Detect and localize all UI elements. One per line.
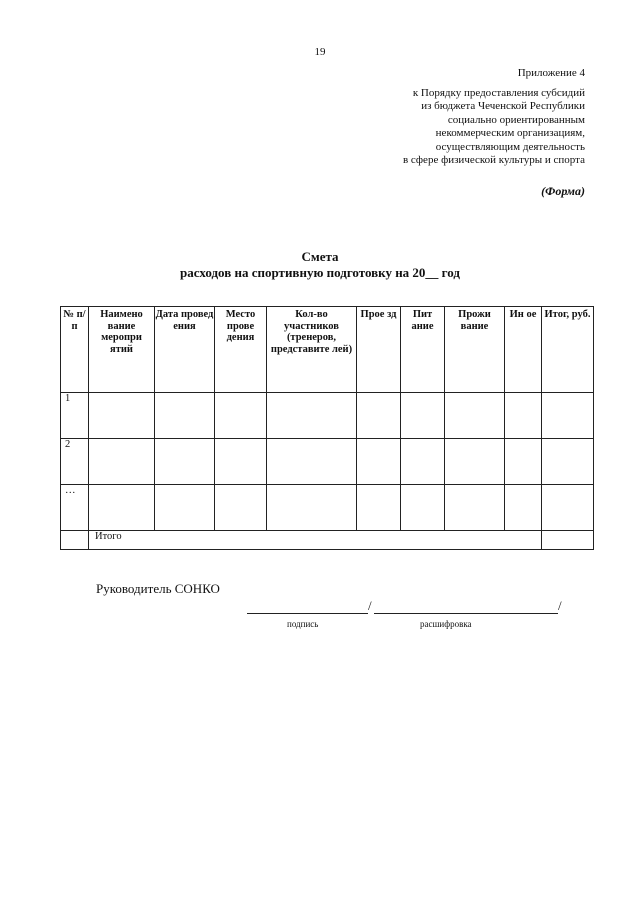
table-cell[interactable] xyxy=(542,393,594,439)
name-separator: / xyxy=(558,598,562,613)
table-row xyxy=(61,439,594,485)
header-food: Пит ание xyxy=(401,307,445,393)
table-cell[interactable] xyxy=(89,485,155,531)
table-cell[interactable] xyxy=(267,485,357,531)
table-row xyxy=(61,485,594,531)
signature-label: Руководитель СОНКО xyxy=(96,581,220,596)
appendix-line: некоммерческим организациям, xyxy=(435,127,585,139)
header-event-name: Наимено вание меропри ятий xyxy=(89,307,155,393)
page-number: 19 xyxy=(314,46,326,58)
row-number: … xyxy=(61,485,89,531)
table-cell[interactable] xyxy=(445,439,505,485)
appendix-line: социально ориентированным xyxy=(447,113,585,126)
table-cell[interactable] xyxy=(89,439,155,485)
row-number: 1 xyxy=(61,393,89,439)
total-label: Итого xyxy=(89,531,542,550)
table-cell[interactable] xyxy=(357,485,401,531)
header-other: Ин ое xyxy=(505,307,542,393)
appendix-line: в сфере физической культуры и спорта xyxy=(402,154,585,166)
form-mark: (Форма) xyxy=(541,184,585,198)
table-cell[interactable] xyxy=(267,439,357,485)
name-line[interactable] xyxy=(374,613,558,614)
caption-name: расшифровка xyxy=(420,619,472,629)
table-cell[interactable] xyxy=(401,393,445,439)
appendix-line: к Порядку предоставления субсидий xyxy=(412,86,585,99)
document-title xyxy=(0,249,640,281)
header-travel: Прое зд xyxy=(357,307,401,393)
table-cell[interactable] xyxy=(357,439,401,485)
header-date: Дата провед ения xyxy=(155,307,215,393)
table-cell[interactable] xyxy=(89,393,155,439)
table-cell[interactable] xyxy=(505,439,542,485)
table-cell[interactable] xyxy=(215,439,267,485)
table-cell[interactable] xyxy=(505,393,542,439)
table-cell[interactable] xyxy=(505,485,542,531)
table-cell[interactable] xyxy=(542,439,594,485)
table-cell[interactable] xyxy=(155,439,215,485)
appendix-block xyxy=(305,67,585,168)
table-cell[interactable] xyxy=(357,393,401,439)
table-cell[interactable] xyxy=(267,393,357,439)
table-cell[interactable] xyxy=(542,485,594,531)
row-number: 2 xyxy=(61,439,89,485)
table-cell[interactable] xyxy=(155,485,215,531)
table-cell[interactable] xyxy=(215,393,267,439)
header-participants: Кол-во участников (тренеров, представите лей) xyxy=(267,307,357,393)
header-number: № п/ п xyxy=(61,307,89,393)
signature-separator: / xyxy=(368,598,372,613)
table-cell[interactable] xyxy=(445,393,505,439)
table-cell xyxy=(61,531,89,550)
table-cell[interactable] xyxy=(401,439,445,485)
table-cell[interactable] xyxy=(155,393,215,439)
header-accommodation: Прожи вание xyxy=(445,307,505,393)
title-line-1: Смета xyxy=(301,249,339,264)
signature-line[interactable] xyxy=(247,613,368,614)
caption-signature: подпись xyxy=(287,619,319,629)
table-total-row xyxy=(61,531,594,550)
header-total: Итог, руб. xyxy=(542,307,594,393)
table-cell[interactable] xyxy=(215,485,267,531)
table-header-row xyxy=(61,307,594,393)
total-value-cell[interactable] xyxy=(542,531,594,550)
estimate-table xyxy=(60,306,594,550)
appendix-line: из бюджета Чеченской Республики xyxy=(421,100,585,112)
table-cell[interactable] xyxy=(401,485,445,531)
appendix-line: осуществляющим деятельность xyxy=(435,140,585,153)
appendix-title: Приложение 4 xyxy=(517,67,585,79)
header-place: Место прове дения xyxy=(215,307,267,393)
table-cell[interactable] xyxy=(445,485,505,531)
table-row xyxy=(61,393,594,439)
title-line-2: расходов на спортивную подготовку на 20__ год xyxy=(180,265,460,280)
